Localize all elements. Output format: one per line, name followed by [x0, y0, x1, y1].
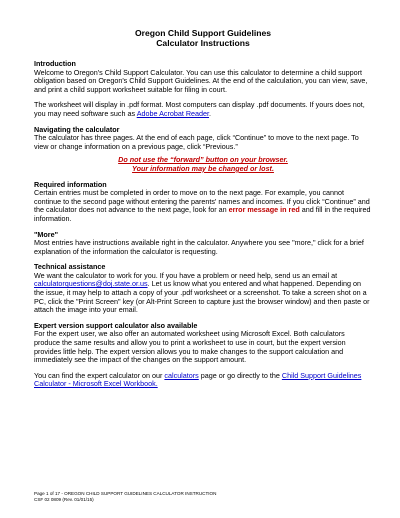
title-line-2: Calculator Instructions: [156, 38, 250, 48]
expert-heading: Expert version support calculator also available: [34, 320, 198, 330]
technical-paragraph: [34, 272, 372, 315]
required-text: Certain entries must be completed in order to move on to the next page. For example, you cannot continue to the second page without entering the parents' names and incomes. If you click “Continue” and the calculator does not advance to the next page, look for an: [34, 188, 370, 215]
calculators-page-link[interactable]: calculators: [164, 370, 199, 380]
navigating-paragraph: The calculator has three pages. At the end of each page, click “Continue” to move to the next page. To view or change information on a previous page, click “Previous.”: [34, 133, 359, 151]
technical-text: We want the calculator to work for you. If you have a problem or need help, send us an email at: [34, 270, 338, 280]
expert-paragraph-1: For the expert user, we also offer an automated worksheet using Microsoft Excel. Both calculators produce the same results and allow you to print a worksheet to use in court, but the expert version provides little help. The expert version allows you to make changes to the support calculation and immediately see the impact of the changes on the support amount.: [34, 329, 346, 365]
error-message-text: error message in red: [228, 205, 300, 215]
expert-p2-middle: page or go directly to the: [198, 370, 282, 380]
page-footer: [34, 491, 216, 502]
intro-heading: Introduction: [34, 59, 76, 68]
page-content: [34, 28, 372, 389]
excel-workbook-link[interactable]: Child Support Guidelines Calculator - Microsoft Excel Workbook.: [34, 370, 362, 389]
intro-paragraph-2: [34, 101, 372, 118]
support-email-link[interactable]: calculatorquestions@doj.state.or.us: [34, 279, 148, 289]
page-title: [34, 28, 372, 48]
technical-text-end: . Let us know what you entered and what happened. Depending on the issue, it may help to attach a copy of your .pdf worksheet or a screenshot. To take a screen shot on a PC, click the "Print Screen" key (or Alt-Print Screen to capture just the browser window) and then paste or attach the image into your email.: [34, 279, 370, 315]
more-paragraph: Most entries have instructions available right in the calculator. Anywhere you see "more," click for a brief explanation of the information the calculator is requesting.: [34, 238, 364, 256]
required-heading: Required information: [34, 179, 107, 189]
footer-line-2: CSF 02 0809 (Rev. 01/01/15): [34, 496, 94, 502]
footer-line-1: Page 1 of 17 - OREGON CHILD SUPPORT GUIDELINES CALCULATOR INSTRUCTION: [34, 491, 217, 496]
browser-warning-line-2: Your information may be changed or lost.: [132, 163, 274, 173]
intro-paragraph-1: Welcome to Oregon's Child Support Calculator. You can use this calculator to determine a child support obligation based on Oregon's Child Support Guidelines. At the end of the calculation, you can view, save, and print a child support worksheet suitable for filing in court.: [34, 67, 368, 94]
expert-p2-text: You can find the expert calculator on our: [34, 370, 165, 380]
browser-warning-line-1: Do not use the “forward” button on your browser.: [118, 155, 288, 165]
technical-heading: Technical assistance: [34, 262, 106, 272]
title-line-1: Oregon Child Support Guidelines: [134, 28, 272, 38]
adobe-reader-link[interactable]: Adobe Acrobat Reader: [136, 108, 210, 118]
expert-paragraph-2: [34, 372, 372, 389]
more-heading: "More": [34, 229, 58, 239]
navigating-heading: Navigating the calculator: [34, 124, 120, 134]
required-text-end: and fill in the required information.: [34, 205, 371, 223]
required-paragraph: [34, 189, 372, 223]
intro-p2-text: The worksheet will display in .pdf format. Most computers can display .pdf documents. If yours does not, you may need software such as: [34, 100, 365, 118]
intro-p2-end: .: [209, 108, 212, 118]
